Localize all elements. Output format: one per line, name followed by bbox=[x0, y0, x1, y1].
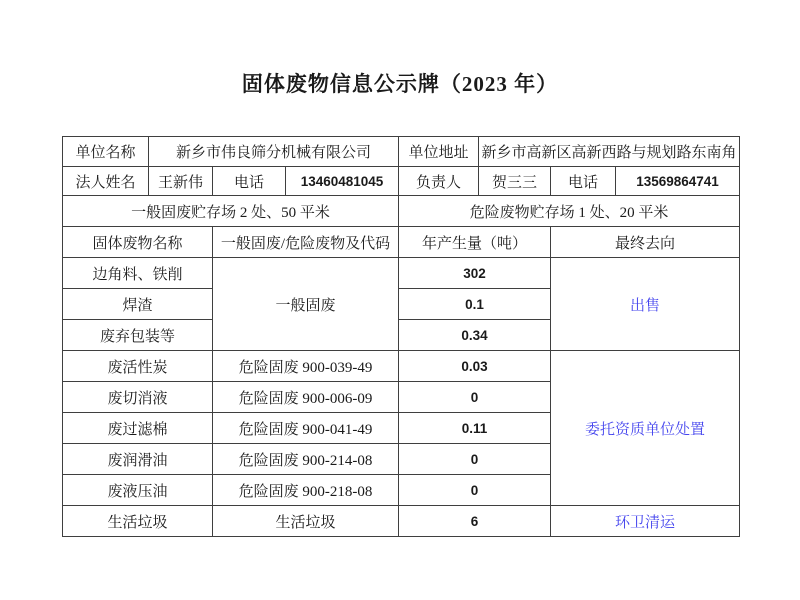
waste-name-cell: 废切消液 bbox=[63, 382, 213, 413]
legal-name-label: 法人姓名 bbox=[63, 167, 149, 196]
waste-name-cell: 废润滑油 bbox=[63, 444, 213, 475]
header-destination: 最终去向 bbox=[551, 227, 740, 258]
waste-amount-cell: 0 bbox=[399, 444, 551, 475]
hazardous-storage-note: 危险废物贮存场 1 处、20 平米 bbox=[399, 196, 740, 227]
unit-address-label: 单位地址 bbox=[399, 137, 479, 167]
waste-name-cell: 焊渣 bbox=[63, 289, 213, 320]
waste-destination-cell: 环卫清运 bbox=[551, 506, 740, 537]
waste-info-table bbox=[62, 136, 740, 537]
header-category-code: 一般固废/危险废物及代码 bbox=[213, 227, 399, 258]
waste-name-cell: 废液压油 bbox=[63, 475, 213, 506]
waste-category-cell: 危险固废 900-039-49 bbox=[213, 351, 399, 382]
waste-destination-cell: 委托资质单位处置 bbox=[551, 351, 740, 506]
manager-phone-value: 13569864741 bbox=[616, 167, 740, 196]
unit-name-value: 新乡市伟良筛分机械有限公司 bbox=[149, 137, 399, 167]
waste-amount-cell: 6 bbox=[399, 506, 551, 537]
table-row bbox=[63, 258, 740, 289]
manager-label: 负责人 bbox=[399, 167, 479, 196]
waste-name-cell: 边角料、铁削 bbox=[63, 258, 213, 289]
waste-amount-cell: 0.34 bbox=[399, 320, 551, 351]
legal-name-value: 王新伟 bbox=[149, 167, 213, 196]
table-row bbox=[63, 351, 740, 382]
legal-phone-label: 电话 bbox=[213, 167, 286, 196]
waste-category-cell: 危险固废 900-006-09 bbox=[213, 382, 399, 413]
manager-phone-label: 电话 bbox=[551, 167, 616, 196]
waste-amount-cell: 0.1 bbox=[399, 289, 551, 320]
waste-category-cell: 危险固废 900-218-08 bbox=[213, 475, 399, 506]
header-waste-name: 固体废物名称 bbox=[63, 227, 213, 258]
waste-category-cell: 一般固废 bbox=[213, 258, 399, 351]
waste-category-cell: 危险固废 900-214-08 bbox=[213, 444, 399, 475]
waste-category-cell: 危险固废 900-041-49 bbox=[213, 413, 399, 444]
waste-amount-cell: 0 bbox=[399, 475, 551, 506]
waste-name-cell: 生活垃圾 bbox=[63, 506, 213, 537]
waste-amount-cell: 302 bbox=[399, 258, 551, 289]
table-row bbox=[63, 506, 740, 537]
waste-amount-cell: 0.11 bbox=[399, 413, 551, 444]
waste-name-cell: 废活性炭 bbox=[63, 351, 213, 382]
general-storage-note: 一般固废贮存场 2 处、50 平米 bbox=[63, 196, 399, 227]
table-header-row bbox=[63, 227, 740, 258]
page-title: 固体废物信息公示牌（2023 年） bbox=[241, 72, 559, 96]
header-annual-amount: 年产生量（吨） bbox=[399, 227, 551, 258]
waste-name-cell: 废过滤棉 bbox=[63, 413, 213, 444]
waste-amount-cell: 0 bbox=[399, 382, 551, 413]
waste-category-cell: 生活垃圾 bbox=[213, 506, 399, 537]
storage-notes-row bbox=[63, 196, 740, 227]
contact-info-row bbox=[63, 167, 740, 196]
waste-amount-cell: 0.03 bbox=[399, 351, 551, 382]
legal-phone-value: 13460481045 bbox=[286, 167, 399, 196]
manager-name-value: 贺三三 bbox=[479, 167, 551, 196]
unit-name-label: 单位名称 bbox=[63, 137, 149, 167]
waste-name-cell: 废弃包装等 bbox=[63, 320, 213, 351]
unit-address-value: 新乡市高新区高新西路与规划路东南角 bbox=[479, 137, 740, 167]
unit-info-row bbox=[63, 137, 740, 167]
waste-destination-cell: 出售 bbox=[551, 258, 740, 351]
